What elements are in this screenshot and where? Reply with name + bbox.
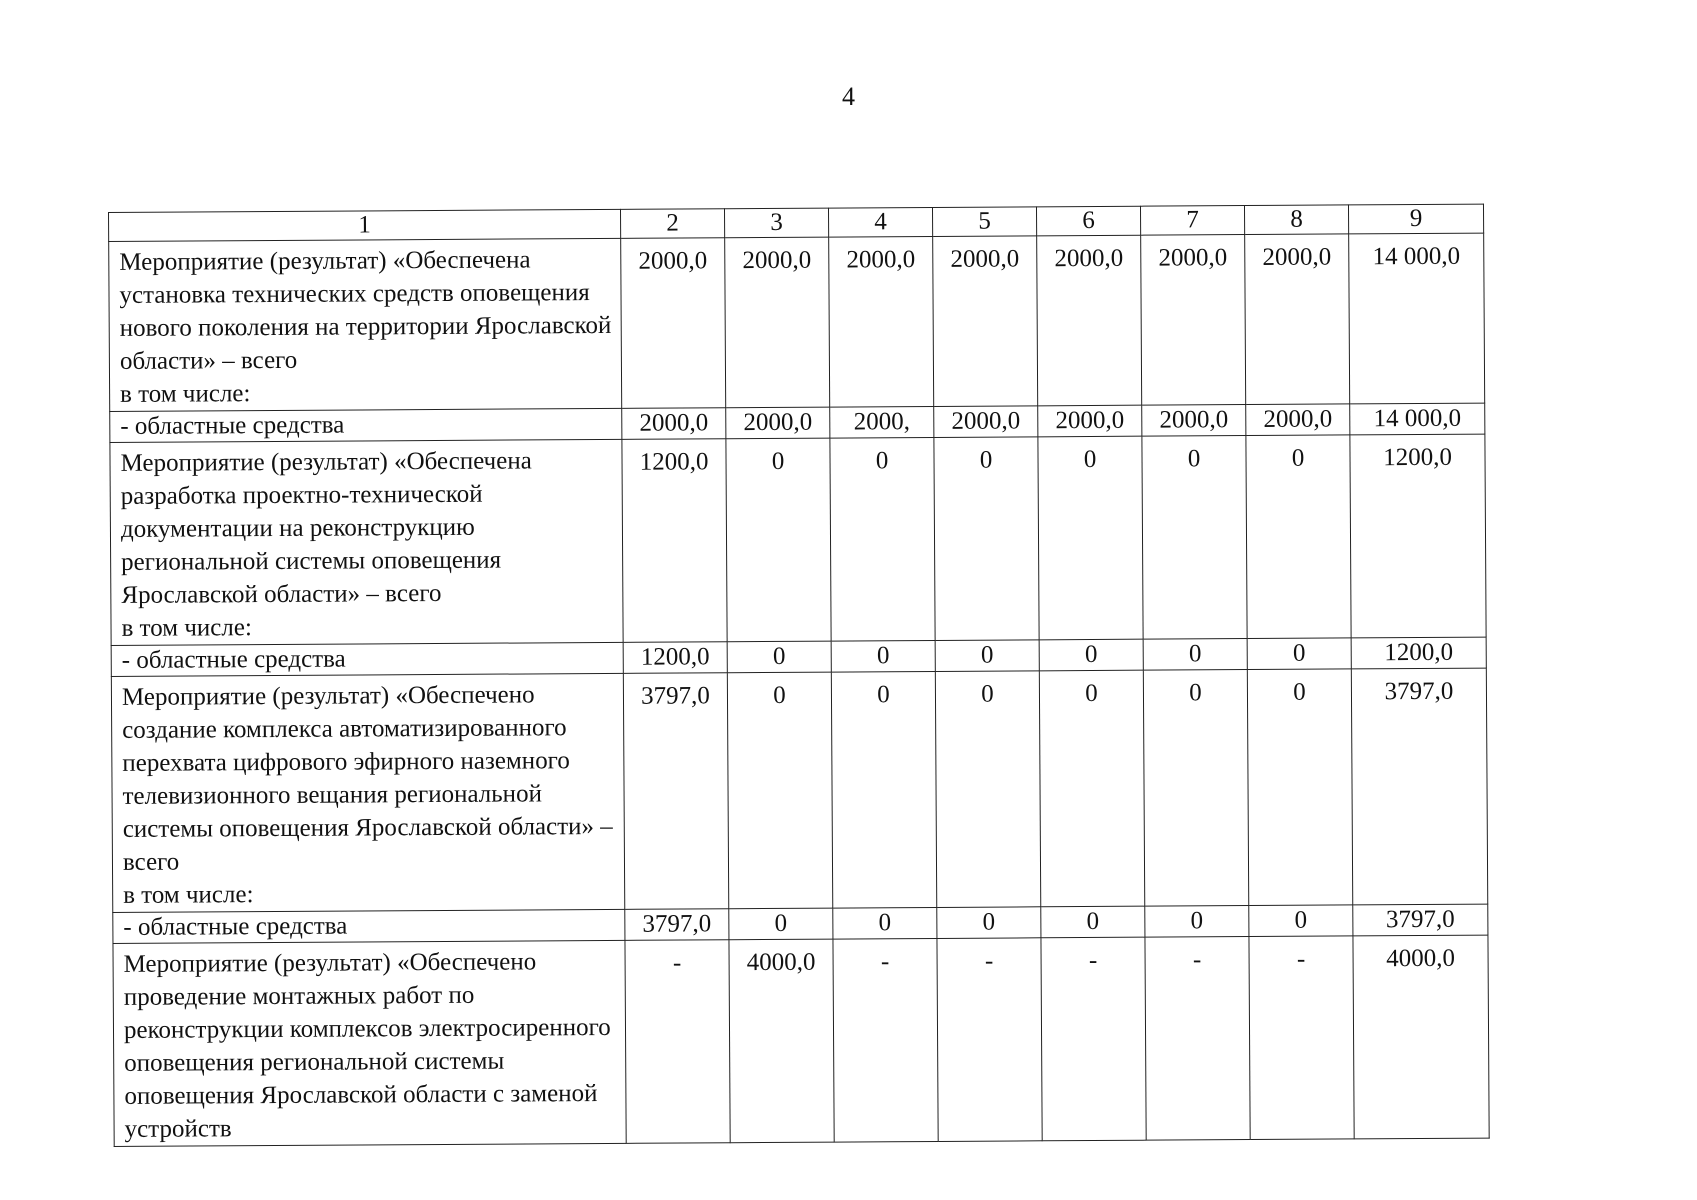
value-cell: 2000,0 xyxy=(1245,234,1350,405)
table-row xyxy=(113,935,1489,1146)
budget-table xyxy=(108,204,1490,1147)
column-header: 6 xyxy=(1036,206,1140,236)
value-cell: 0 xyxy=(1145,906,1249,938)
value-cell: 0 xyxy=(935,640,1039,672)
value-cell: 2000,0 xyxy=(933,236,1038,407)
value-cell: 3797,0 xyxy=(1353,904,1488,936)
value-cell: - xyxy=(1249,936,1354,1140)
value-cell: - xyxy=(1041,937,1146,1141)
value-cell: 0 xyxy=(1038,436,1143,640)
row-label-cell xyxy=(113,940,626,1146)
value-cell: 0 xyxy=(1143,639,1247,671)
row-label-cell xyxy=(110,439,623,645)
row-label: Мероприятие (результат) «Обеспечено создание комплекса автоматизированного перехвата цифрового эфирного наземного телевизионного вещания региональной системы оповещения Ярославской области» – всего xyxy=(121,681,613,876)
column-header: 1 xyxy=(109,209,621,241)
column-header: 5 xyxy=(932,207,1036,237)
value-cell: 1200,0 xyxy=(622,439,727,643)
column-header: 3 xyxy=(724,208,828,238)
value-cell: 4000,0 xyxy=(729,939,834,1143)
value-cell: 2000,0 xyxy=(1246,404,1350,436)
value-cell: 1200,0 xyxy=(1351,637,1486,669)
value-cell: 0 xyxy=(1041,906,1145,938)
row-label: - областные средства xyxy=(123,912,348,941)
row-label-cell xyxy=(111,642,623,676)
value-cell: 3797,0 xyxy=(1351,668,1487,905)
row-label: Мероприятие (результат) «Обеспечена установка технических средств оповещения нового поколения на территории Ярославской области» – всего xyxy=(119,246,612,375)
value-cell: - xyxy=(833,938,938,1142)
column-header: 7 xyxy=(1140,206,1244,236)
value-cell: 0 xyxy=(727,641,831,673)
value-cell: - xyxy=(937,938,1042,1142)
value-cell: 0 xyxy=(726,438,831,642)
value-cell: 2000, xyxy=(830,406,934,438)
value-cell: 2000,0 xyxy=(1141,235,1246,406)
value-cell: 0 xyxy=(831,671,936,908)
value-cell: 2000,0 xyxy=(934,406,1038,438)
value-cell: 2000,0 xyxy=(829,236,934,407)
table-row xyxy=(109,233,1485,411)
value-cell: 2000,0 xyxy=(725,237,830,408)
value-cell: 0 xyxy=(1247,669,1352,906)
value-cell: - xyxy=(1145,937,1250,1141)
table-body xyxy=(109,233,1490,1146)
value-cell: 1200,0 xyxy=(1350,434,1486,638)
value-cell: 0 xyxy=(1246,435,1351,639)
value-cell: 2000,0 xyxy=(1038,405,1142,437)
budget-table-container xyxy=(108,204,1490,1147)
row-note: в том числе: xyxy=(123,881,254,909)
value-cell: 3797,0 xyxy=(623,673,728,910)
value-cell: 0 xyxy=(1039,639,1143,671)
value-cell: 2000,0 xyxy=(726,407,830,439)
value-cell: 0 xyxy=(1249,905,1353,937)
value-cell: 0 xyxy=(934,437,1039,641)
table-row xyxy=(110,434,1486,645)
value-cell: 2000,0 xyxy=(622,408,726,440)
row-label: Мероприятие (результат) «Обеспечена разработка проектно-технической документации на реконструкцию региональной системы оповещения Ярославской области» – всего xyxy=(120,447,532,609)
column-header: 4 xyxy=(828,207,932,237)
value-cell: - xyxy=(625,940,730,1144)
value-cell: 0 xyxy=(1039,670,1144,907)
column-header: 8 xyxy=(1244,205,1348,235)
value-cell: 0 xyxy=(833,907,937,939)
value-cell: 0 xyxy=(935,671,1040,908)
row-label-cell xyxy=(113,909,625,943)
value-cell: 2000,0 xyxy=(1037,235,1142,406)
value-cell: 14 000,0 xyxy=(1350,403,1485,435)
row-label: Мероприятие (результат) «Обеспечено проведение монтажных работ по реконструкции комплексов электросиренного оповещения региональной системы оповещения Ярославской области с заменой устройств xyxy=(123,948,611,1143)
value-cell: 0 xyxy=(937,907,1041,939)
value-cell: 4000,0 xyxy=(1353,935,1489,1139)
value-cell: 0 xyxy=(830,437,935,641)
row-label-cell xyxy=(109,238,622,411)
row-label: - областные средства xyxy=(120,411,345,440)
value-cell: 0 xyxy=(1143,670,1248,907)
row-label-cell xyxy=(110,408,622,442)
table-row xyxy=(111,668,1487,912)
column-header: 2 xyxy=(620,209,724,239)
value-cell: 2000,0 xyxy=(1142,405,1246,437)
value-cell: 2000,0 xyxy=(621,238,726,409)
value-cell: 0 xyxy=(831,640,935,672)
value-cell: 0 xyxy=(727,672,832,909)
column-header: 9 xyxy=(1348,204,1483,234)
value-cell: 0 xyxy=(1247,638,1351,670)
row-note: в том числе: xyxy=(121,614,252,642)
page-number: 4 xyxy=(842,82,855,111)
row-label: - областные средства xyxy=(121,645,346,674)
value-cell: 3797,0 xyxy=(625,909,729,941)
value-cell: 1200,0 xyxy=(623,642,727,674)
value-cell: 14 000,0 xyxy=(1349,233,1485,404)
value-cell: 0 xyxy=(729,908,833,940)
value-cell: 0 xyxy=(1142,436,1247,640)
row-note: в том числе: xyxy=(120,380,251,408)
row-label-cell xyxy=(111,673,624,912)
